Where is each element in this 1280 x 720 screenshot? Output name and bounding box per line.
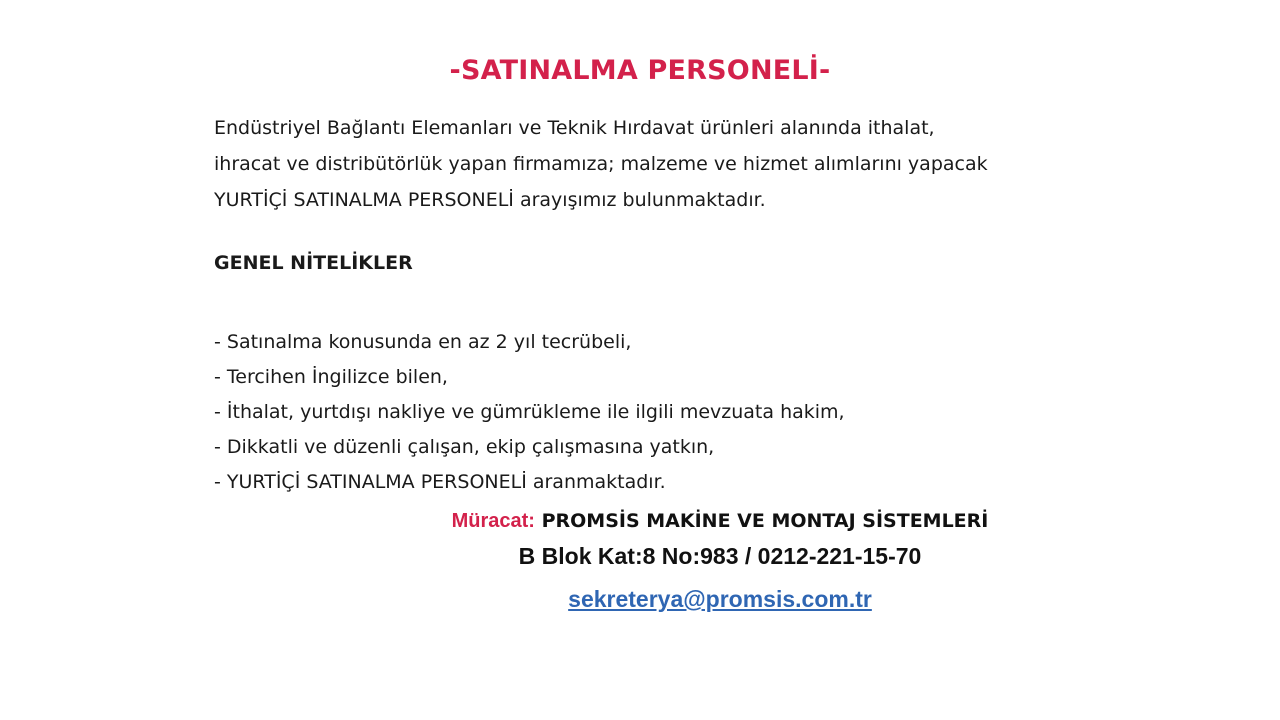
qualifications-list <box>214 325 1014 500</box>
qualification-item: - Dikkatli ve düzenli çalışan, ekip çalışmasına yatkın, <box>214 436 715 458</box>
intro-line: YURTİÇİ SATINALMA PERSONELİ arayışımız bulunmaktadır. <box>214 189 766 211</box>
email-line <box>0 586 1280 613</box>
address-phone: B Blok Kat:8 No:983 / 0212-221-15-70 <box>518 543 922 569</box>
qualification-item: - Satınalma konusunda en az 2 yıl tecrübeli, <box>214 331 632 353</box>
qualification-item: - İthalat, yurtdışı nakliye ve gümrükleme ile ilgili mevzuata hakim, <box>214 401 845 423</box>
company-name: PROMSİS MAKİNE VE MONTAJ SİSTEMLERİ <box>541 510 989 532</box>
qualification-item: - Tercihen İngilizce bilen, <box>214 366 448 388</box>
page-title: -SATINALMA PERSONELİ- <box>449 55 831 86</box>
intro-line: ihracat ve distribütörlük yapan firmamıza; malzeme ve hizmet alımlarını yapacak <box>214 153 988 175</box>
qualifications-heading: GENEL NİTELİKLER <box>214 252 413 274</box>
intro-line: Endüstriyel Bağlantı Elemanları ve Teknik Hırdavat ürünleri alanında ithalat, <box>214 117 935 139</box>
email-link[interactable]: sekreterya@promsis.com.tr <box>568 586 872 612</box>
application-label: Müracat: <box>451 510 535 532</box>
application-line <box>0 510 1280 533</box>
intro-paragraph <box>214 110 1074 218</box>
qualification-item: - YURTİÇİ SATINALMA PERSONELİ aranmaktadır. <box>214 471 666 493</box>
